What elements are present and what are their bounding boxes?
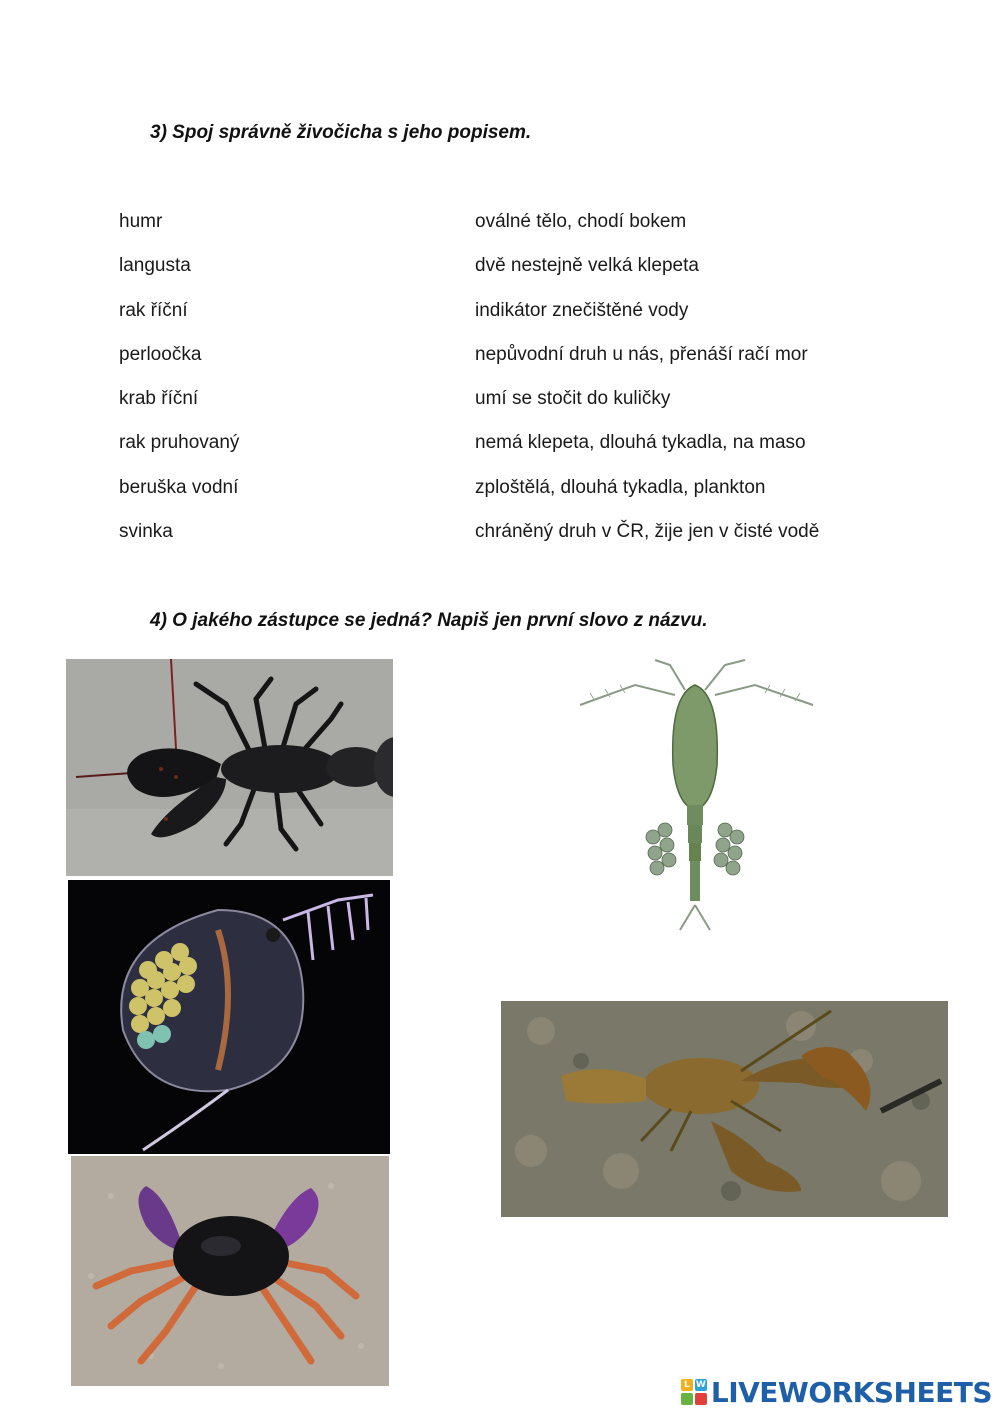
animal-list — [119, 209, 239, 563]
task4-title: 4) O jakého zástupce se jedná? Napiš jen první slovo z názvu. — [150, 610, 708, 631]
description-item[interactable]: dvě nestejně velká klepeta — [475, 255, 699, 277]
description-item[interactable]: nemá klepeta, dlouhá tykadla, na maso — [475, 432, 806, 454]
description-item[interactable]: indikátor znečištěné vody — [475, 299, 689, 321]
description-list — [475, 209, 819, 563]
description-item[interactable]: umí se stočit do kuličky — [475, 388, 671, 410]
lobster-photo — [66, 659, 393, 876]
animal-item[interactable]: rak říční — [119, 299, 188, 321]
crab-photo — [71, 1156, 389, 1386]
animal-item[interactable]: langusta — [119, 255, 191, 277]
animal-item[interactable]: rak pruhovaný — [119, 432, 240, 454]
copepod-illustration — [575, 655, 815, 945]
animal-item[interactable]: perloočka — [119, 343, 202, 365]
description-item[interactable]: zploštělá, dlouhá tykadla, plankton — [475, 476, 766, 498]
daphnia-photo — [68, 880, 390, 1154]
liveworksheets-logo — [681, 1376, 992, 1408]
animal-item[interactable]: svinka — [119, 521, 173, 543]
description-item[interactable]: nepůvodní druh u nás, přenáší račí mor — [475, 343, 808, 365]
liveworksheets-brand-text: LIVEWORKSHEETS — [710, 1375, 992, 1409]
animal-item[interactable]: humr — [119, 211, 163, 232]
description-item[interactable]: oválné tělo, chodí bokem — [475, 211, 687, 232]
liveworksheets-icon: L W — [681, 1379, 707, 1405]
animal-item[interactable]: krab říční — [119, 388, 199, 410]
animal-item[interactable]: beruška vodní — [119, 476, 239, 498]
task3-title: 3) Spoj správně živočicha s jeho popisem. — [150, 122, 532, 143]
description-item[interactable]: chráněný druh v ČR, žije jen v čisté vodě — [475, 521, 820, 543]
crayfish-photo — [501, 1001, 948, 1217]
